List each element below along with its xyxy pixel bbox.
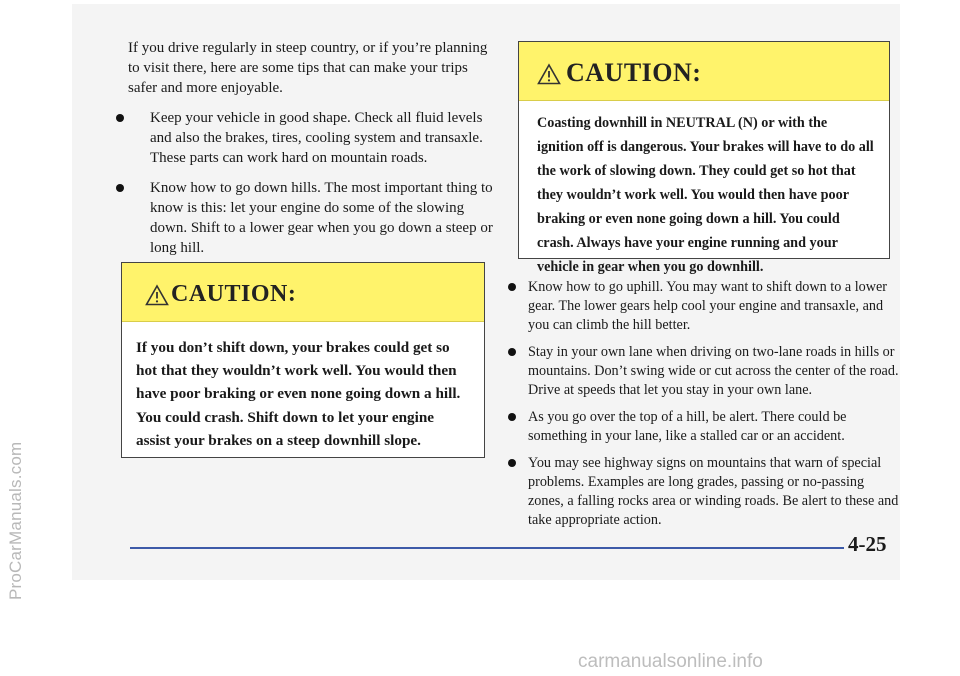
- caution-box-coasting: [518, 41, 890, 275]
- bullet-icon: [116, 184, 124, 192]
- bottom-watermark: carmanualsonline.info: [578, 651, 763, 672]
- right-bullet-list: [508, 278, 900, 530]
- list-item: [128, 178, 498, 258]
- left-column: [128, 38, 498, 268]
- caution-header: [122, 263, 484, 322]
- list-item: [508, 343, 900, 400]
- list-item: [128, 108, 498, 168]
- page-number: 4-25: [848, 532, 887, 556]
- list-item: [508, 408, 900, 446]
- list-item-text: As you go over the top of a hill, be alert. There could be something in your lane, like a stalled car or an accident.: [528, 409, 847, 444]
- bullet-icon: [116, 114, 124, 122]
- list-item-text: Stay in your own lane when driving on two-lane roads in hills or mountains. Don’t swing wide or cut across the center of the road. Drive at speeds that let you stay in your own lane.: [528, 344, 899, 398]
- warning-triangle-icon: [537, 63, 561, 85]
- list-item-text: Know how to go uphill. You may want to shift down to a lower gear. The lower gears help cool your engine and transaxle, and you can climb the hill better.: [528, 279, 888, 333]
- side-watermark-text: ProCarManuals.com: [6, 441, 25, 600]
- list-item: [508, 278, 900, 335]
- list-item-text: Know how to go down hills. The most important thing to know is this: let your engine do some of the slowing down. Shift to a lower gear when you go down a steep or long hill.: [150, 180, 493, 256]
- caution-box-downshift: [121, 262, 485, 458]
- bullet-icon: [508, 459, 516, 467]
- warning-triangle-icon: [145, 284, 169, 306]
- caution-text: If you don’t shift down, your brakes could get so hot that they wouldn’t work well. You would then have poor braking or even none going down a hill. You could crash. Shift down to let your engine assist your brakes on a steep downhill slope.: [136, 339, 461, 449]
- caution-heading: CAUTION:: [566, 58, 702, 87]
- list-item-text: You may see highway signs on mountains that warn of special problems. Examples are long grades, passing or no-passing zones, a falling rocks area or winding roads. Be alert to these and take appropriate action.: [528, 455, 899, 528]
- caution-text: Coasting downhill in NEUTRAL (N) or with the ignition off is dangerous. Your brakes will have to do all the work of slowing down. They could get so hot that they wouldn’t work well. You would then have poor braking or even none going down a hill. You could crash. Always have your engine running and your vehicle in gear when you go downhill.: [537, 115, 874, 275]
- bullet-icon: [508, 348, 516, 356]
- caution-heading: CAUTION:: [171, 281, 297, 307]
- left-bullet-list: [128, 108, 498, 258]
- bullet-icon: [508, 283, 516, 291]
- intro-paragraph: If you drive regularly in steep country, or if you’re planning to visit there, here are some tips that can make your trips safer and more enjoyable.: [128, 40, 488, 96]
- footer-rule: [130, 547, 844, 549]
- bullet-icon: [508, 413, 516, 421]
- list-item: [508, 454, 900, 530]
- right-column: [508, 278, 900, 538]
- caution-header: [519, 42, 889, 101]
- list-item-text: Keep your vehicle in good shape. Check all fluid levels and also the brakes, tires, cooling system and transaxle. These parts can work hard on mountain roads.: [150, 110, 483, 166]
- side-watermark: [0, 40, 30, 640]
